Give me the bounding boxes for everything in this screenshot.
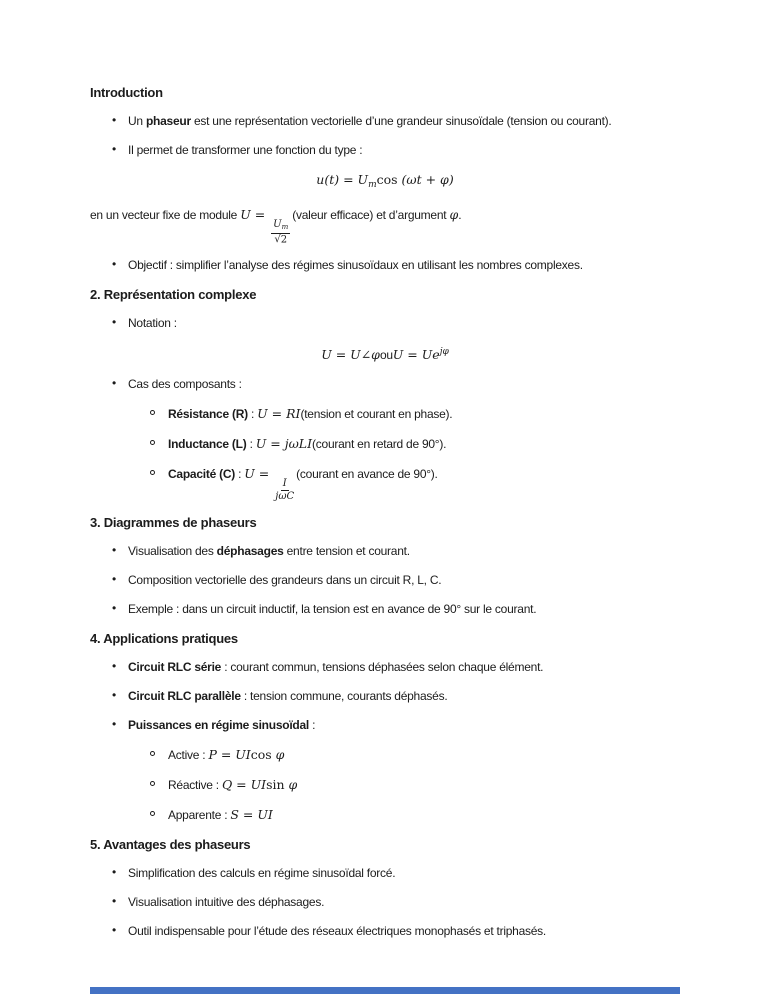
sub-bullet-item (90, 746, 680, 764)
math-text: φ (288, 777, 298, 792)
body-text: Un (128, 114, 146, 128)
math-text: Q = UI (221, 777, 267, 792)
filled-dot-bullet-icon: • (112, 257, 116, 271)
body-text: Outil indispensable pour l’étude des réseaux électriques monophasés et triphasés. (128, 924, 547, 938)
bullet-item (90, 113, 680, 130)
section-heading (90, 286, 680, 303)
math-text: φ (449, 207, 459, 222)
bullet-item (90, 572, 680, 589)
paragraph (90, 206, 680, 245)
sub-bullet-item (90, 806, 680, 824)
body-text: (courant en retard de 90°). (312, 437, 447, 451)
math-text: m (368, 180, 377, 190)
bold-text: déphasages (216, 544, 284, 558)
body-text: Active : (168, 748, 209, 762)
bullet-item (90, 543, 680, 560)
bullet-item (90, 315, 680, 332)
math-text: U = Ue (392, 347, 440, 362)
section-heading (90, 836, 680, 853)
body-text: Il permet de transformer une fonction du type : (128, 143, 363, 157)
bold-text: Circuit RLC série (128, 660, 222, 674)
body-text: (courant en avance de 90°). (296, 467, 438, 481)
math-text: jωC (275, 491, 295, 502)
filled-dot-bullet-icon: • (112, 865, 116, 879)
bold-text: Résistance (R) (168, 407, 248, 421)
body-text: Objectif : simplifier l’analyse des régimes sinusoïdaux en utilisant les nombres complexes. (128, 258, 583, 272)
section-heading (90, 630, 680, 647)
math-text: (ωt + φ) (401, 172, 454, 187)
bold-text: phaseur (145, 114, 191, 128)
math-text: sin (266, 777, 289, 792)
body-text: . (458, 208, 462, 222)
bullet-item (90, 601, 680, 618)
bold-text: Inductance (L) (168, 437, 247, 451)
filled-dot-bullet-icon: • (112, 894, 116, 908)
body-text: : (235, 467, 245, 481)
math-text: U = U∠φ (321, 347, 380, 362)
math-text: cos (376, 172, 402, 187)
body-text: : (246, 437, 256, 451)
document-content (90, 84, 680, 952)
bullet-item (90, 688, 680, 705)
bullet-item (90, 257, 680, 274)
bottom-blue-bar (90, 987, 680, 994)
body-text: est une représentation vectorielle d’une grandeur sinusoïdale (tension ou courant). (190, 114, 612, 128)
body-text: Visualisation intuitive des déphasages. (128, 895, 325, 909)
fraction (271, 220, 290, 245)
math-text: u(t) = U (316, 172, 369, 187)
filled-dot-bullet-icon: • (112, 688, 116, 702)
sub-bullet-item (90, 405, 680, 423)
bullet-item (90, 717, 680, 734)
filled-dot-bullet-icon: • (112, 142, 116, 156)
section-heading (90, 514, 680, 531)
body-text: (valeur efficace) et d’argument (292, 208, 450, 222)
filled-dot-bullet-icon: • (112, 659, 116, 673)
open-circle-bullet-icon (150, 811, 155, 816)
math-text: U = (244, 466, 274, 481)
filled-dot-bullet-icon: • (112, 543, 116, 557)
bullet-item (90, 142, 680, 159)
heading-text: 5. Avantages des phaseurs (90, 837, 251, 852)
body-text: : (247, 407, 258, 421)
body-text: : (309, 718, 316, 732)
math-text: m (281, 223, 289, 231)
body-text: Réactive : (168, 778, 222, 792)
math-text: φ (275, 747, 285, 762)
filled-dot-bullet-icon: • (112, 717, 116, 731)
open-circle-bullet-icon (150, 781, 155, 786)
filled-dot-bullet-icon: • (112, 572, 116, 586)
bold-text: Circuit RLC parallèle (128, 689, 241, 703)
math-text: S = UI (230, 807, 273, 822)
math-text: P = UI (208, 747, 251, 762)
body-text: Composition vectorielle des grandeurs dans un circuit R, L, C. (128, 573, 442, 587)
body-text: ou (379, 348, 393, 362)
body-text: en un vecteur fixe de module (90, 208, 241, 222)
bold-text: Capacité (C) (168, 467, 236, 481)
heading-text: 2. Représentation complexe (90, 287, 257, 302)
math-text: jφ (439, 347, 449, 357)
filled-dot-bullet-icon: • (112, 113, 116, 127)
math-text: I (282, 478, 287, 489)
filled-dot-bullet-icon: • (112, 923, 116, 937)
bullet-item (90, 865, 680, 882)
bullet-item (90, 923, 680, 940)
heading-text: 4. Applications pratiques (90, 631, 238, 646)
filled-dot-bullet-icon: • (112, 601, 116, 615)
body-text: Cas des composants : (128, 377, 242, 391)
section-heading (90, 84, 680, 101)
fraction (275, 479, 294, 502)
body-text: Exemple : dans un circuit inductif, la tension est en avance de 90° sur le courant. (128, 602, 537, 616)
open-circle-bullet-icon (150, 440, 155, 445)
bullet-item (90, 376, 680, 393)
sub-bullet-item (90, 776, 680, 794)
math-formula (90, 171, 680, 194)
open-circle-bullet-icon (150, 410, 155, 415)
math-text: U = RI (257, 406, 301, 421)
body-text: Simplification des calculs en régime sinusoïdal forcé. (128, 866, 396, 880)
bullet-item (90, 659, 680, 676)
body-text: entre tension et courant. (283, 544, 410, 558)
filled-dot-bullet-icon: • (112, 315, 116, 329)
body-text: Apparente : (168, 808, 231, 822)
open-circle-bullet-icon (150, 470, 155, 475)
heading-text: 3. Diagrammes de phaseurs (90, 515, 257, 530)
math-text: U (273, 219, 282, 230)
body-text: (tension et courant en phase). (300, 407, 453, 421)
bold-text: Puissances en régime sinusoïdal (128, 718, 309, 732)
math-text: U = jωLI (255, 436, 313, 451)
body-text: Notation : (128, 316, 177, 330)
math-formula (90, 344, 680, 364)
math-text: cos (250, 747, 276, 762)
body-text: : courant commun, tensions déphasées selon chaque élément. (221, 660, 544, 674)
math-text: U = (240, 207, 270, 222)
sub-bullet-item (90, 435, 680, 453)
sub-bullet-item (90, 465, 680, 502)
bullet-item (90, 894, 680, 911)
sqrt-expression: √2 (274, 234, 288, 245)
filled-dot-bullet-icon: • (112, 376, 116, 390)
body-text: : tension commune, courants déphasés. (240, 689, 448, 703)
body-text: Visualisation des (128, 544, 217, 558)
open-circle-bullet-icon (150, 751, 155, 756)
heading-text: Introduction (90, 85, 163, 100)
